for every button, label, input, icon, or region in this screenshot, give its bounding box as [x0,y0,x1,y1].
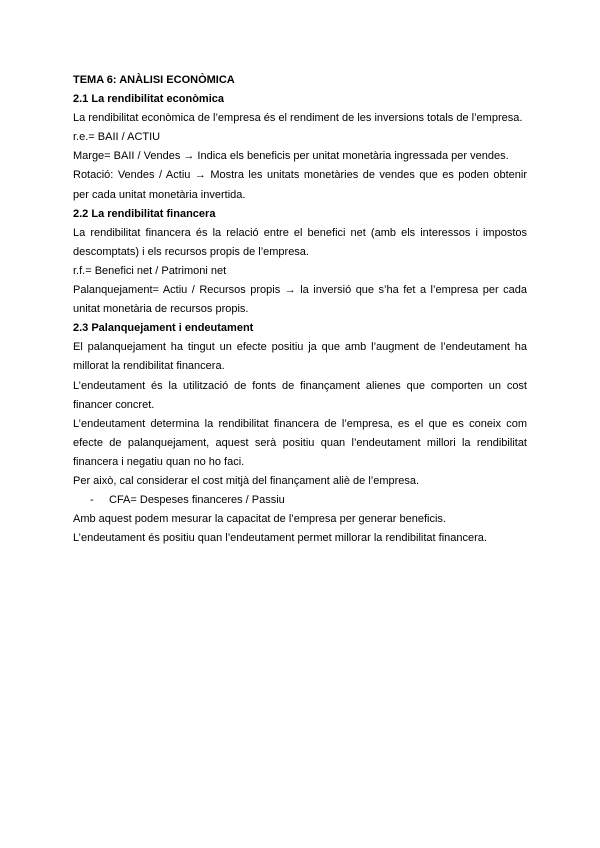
section-heading-leverage: 2.3 Palanquejament i endeutament [73,322,254,335]
paragraph-line: descomptats) i els recursos propis de l’empresa. [73,245,309,258]
bullet-marker: - [90,494,94,507]
paragraph-line: L’endeutament és positiu quan l’endeutament permet millorar la rendibilitat financera. [73,532,487,545]
paragraph-line: millorat la rendibilitat financera. [73,360,225,373]
paragraph-line: L’endeutament determina la rendibilitat financera de l’empresa, es el que es coneix com [73,417,527,430]
formula-line: r.f.= Benefici net / Patrimoni net [73,264,227,277]
paragraph-line: La rendibilitat financera és la relació entre el benefici net (amb els interessos i impostos [73,226,527,239]
paragraph-line: Amb aquest podem mesurar la capacitat de l’empresa per generar beneficis. [73,513,446,526]
section-heading-financial: 2.2 La rendibilitat financera [73,207,216,220]
section-heading-economic: 2.1 La rendibilitat econòmica [73,93,224,106]
paragraph-line: efecte de palanquejament, aquest serà positiu quan l’endeutament millori la rendibilitat [73,436,527,449]
bullet-item [73,491,527,510]
paragraph-line: Rotació: Vendes / Actiu → Mostra les unitats monetàries de vendes que es poden obtenir [73,169,527,182]
bullet-text: CFA= Despeses financeres / Passiu [109,494,285,507]
paragraph-line: Marge= BAII / Vendes → Indica els beneficis per unitat monetària ingressada per vendes. [73,150,509,163]
paragraph-line: Palanquejament= Actiu / Recursos propis → la inversió que s’ha fet a l’empresa per cada [73,284,527,297]
paragraph-line: L’endeutament és la utilització de fonts de finançament alienes que comporten un cost [73,379,527,392]
paragraph-line: unitat monetària de recursos propis. [73,303,249,316]
document-page [73,71,527,548]
paragraph-line: Per això, cal considerar el cost mitjà del finançament aliè de l’empresa. [73,474,420,487]
document-title: TEMA 6: ANÀLISI ECONÒMICA [73,74,235,86]
paragraph-line: La rendibilitat econòmica de l’empresa és el rendiment de les inversions totals de l’empresa. [73,112,523,125]
formula-line: r.e.= BAII / ACTIU [73,131,161,144]
paragraph-line: financer concret. [73,398,155,411]
paragraph-line: per cada unitat monetària invertida. [73,188,246,201]
paragraph-line: El palanquejament ha tingut un efecte positiu ja que amb l’augment de l’endeutament ha [73,341,527,354]
paragraph-line: financera i negatiu quan no ho faci. [73,455,245,468]
